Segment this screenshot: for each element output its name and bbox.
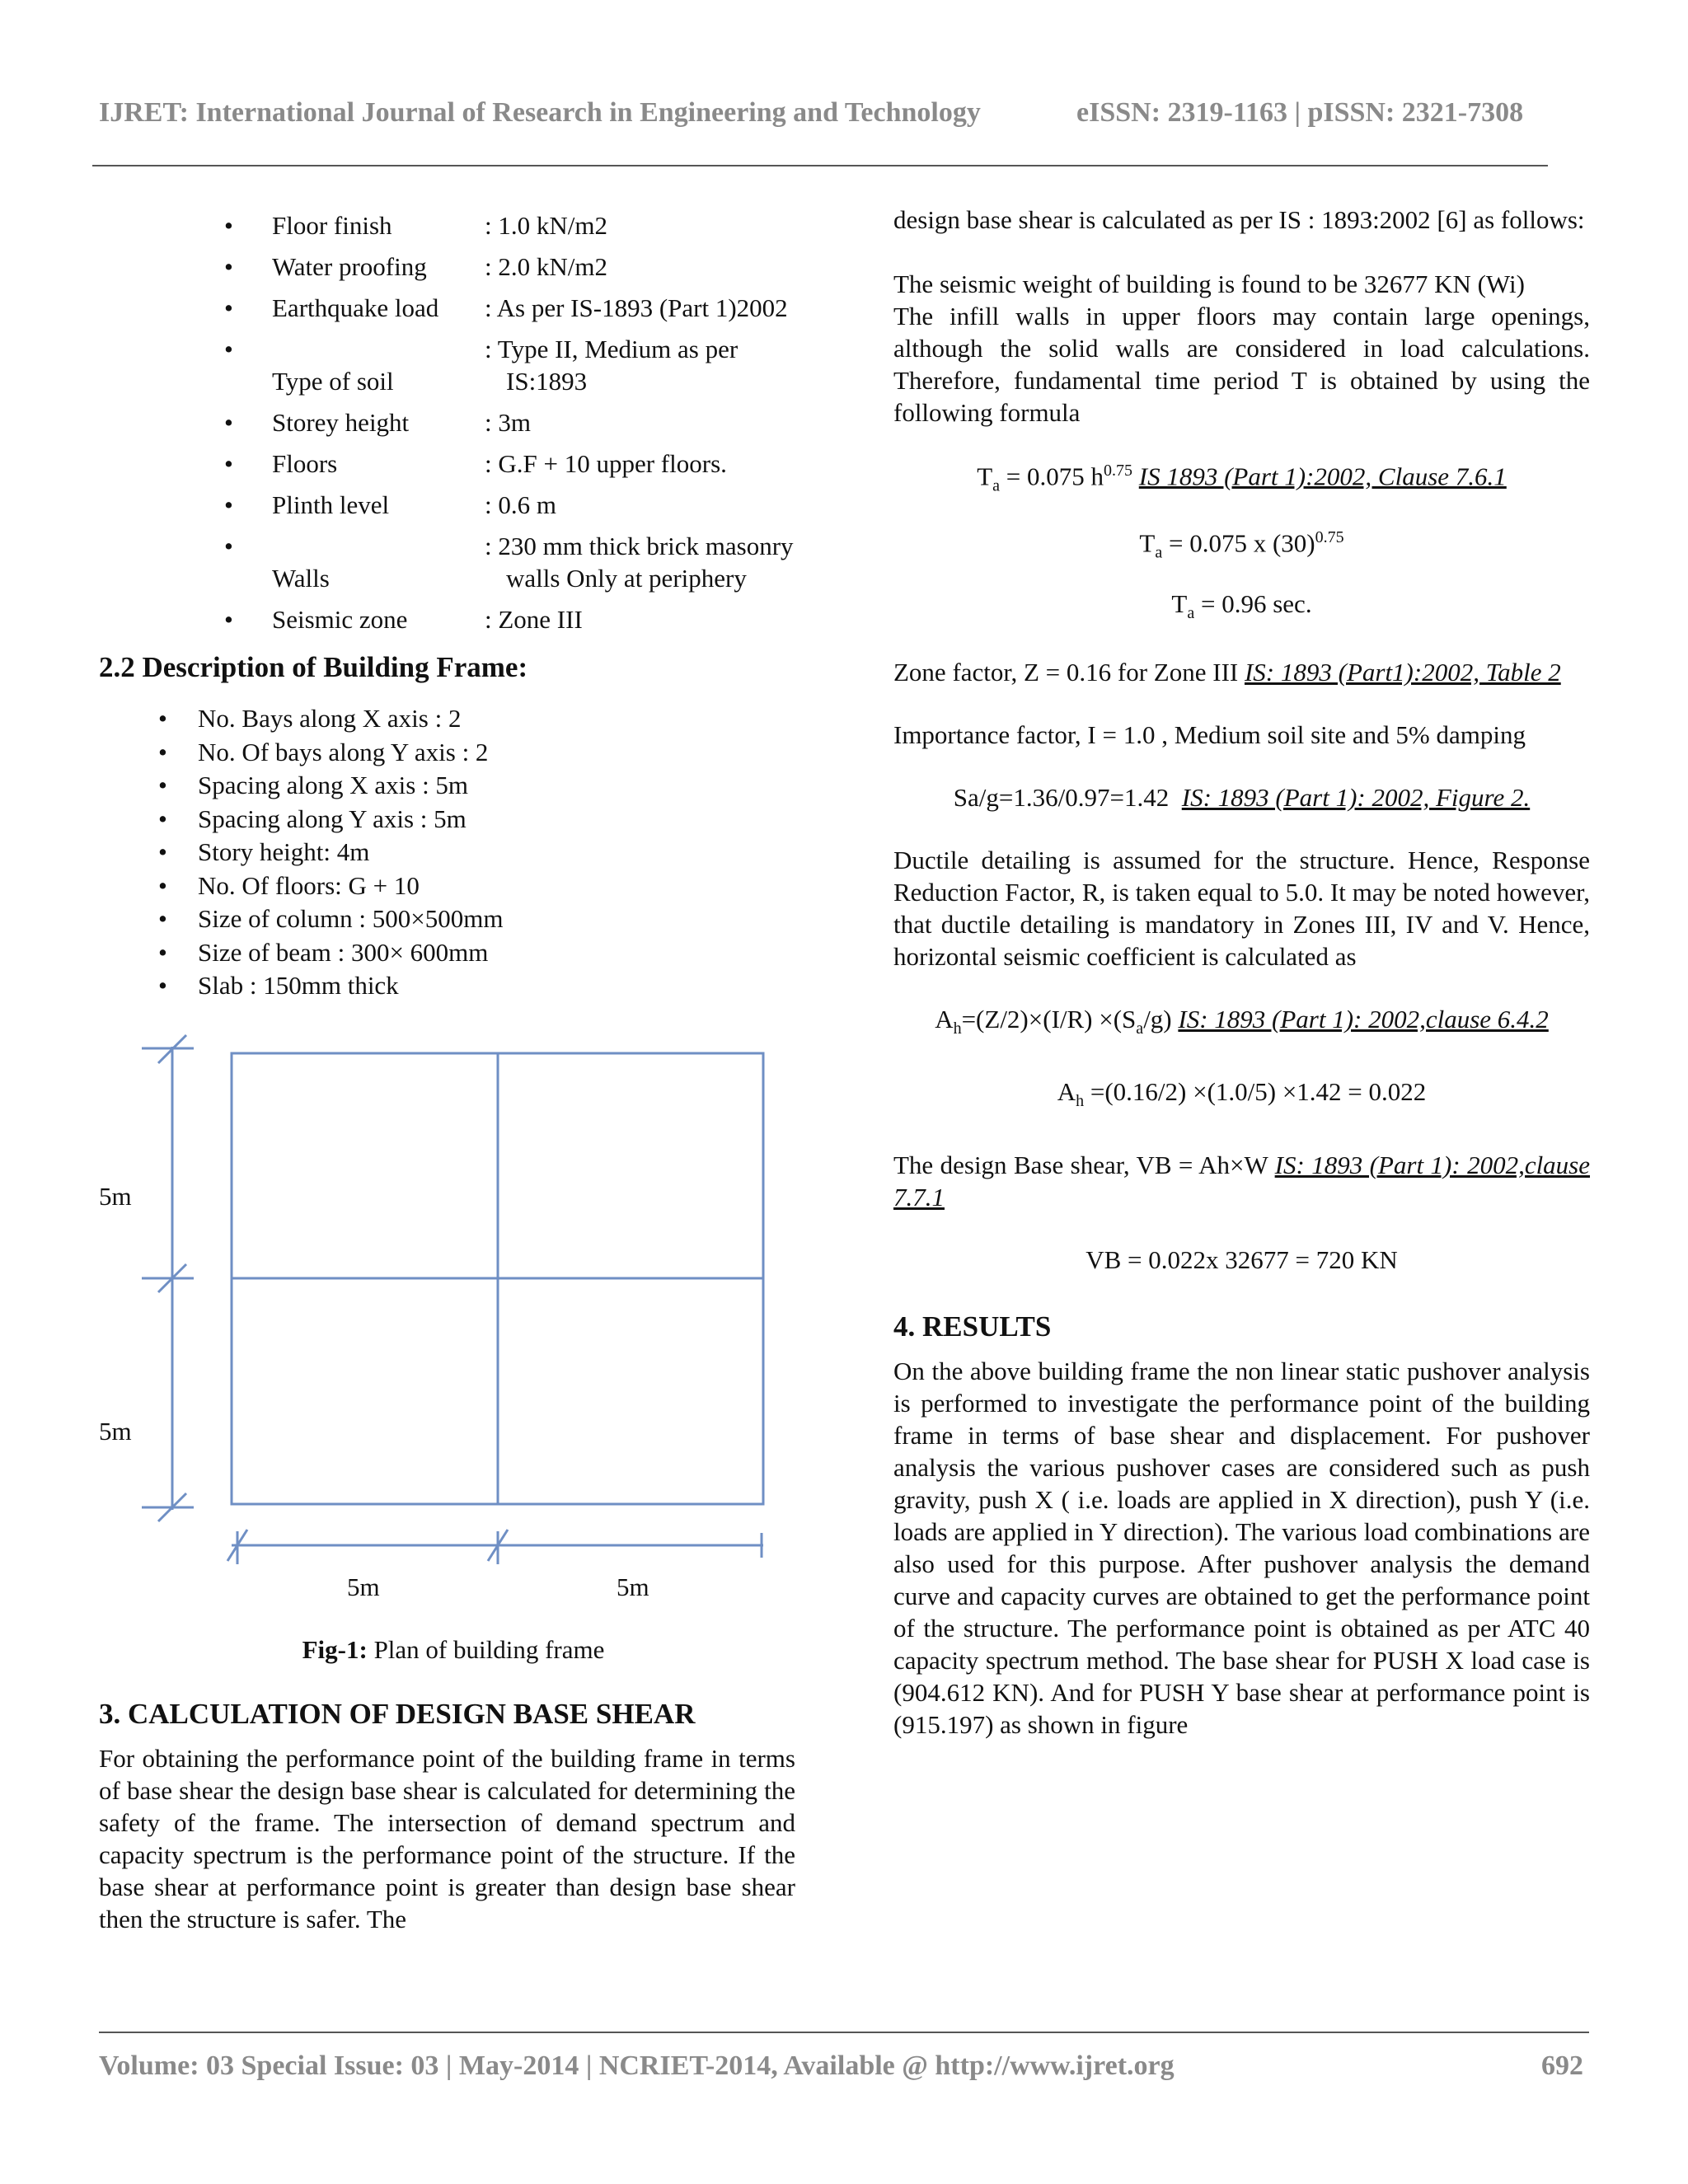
reference: IS: 1893 (Part1):2002, Table 2 — [1244, 658, 1561, 687]
spec-item: • Type of soil : Type II, Medium as per IS:1893 — [214, 333, 841, 397]
section-heading: 2.2 Description of Building Frame: — [99, 651, 528, 683]
list-item: • No. Of floors: G + 10 — [99, 869, 808, 903]
equation: $A_h=(Z/2)\times(I/R) \times(S_a/g)$ IS: 1893 (Part 1): 2002,clause 6.4.2 — [935, 1005, 1549, 1038]
list-item: • Spacing along X axis : 5m — [99, 769, 808, 803]
paragraph: On the above building frame the non linear static pushover analysis is performed to investigate the performance point of the building frame in terms of base shear and displacement. For pushover analysis the various pushover cases are considered such as push gravity, push X ( i.e. loads are applied in X direction), push Y (i.e. loads are applied in Y direction). The various load combinations are also used for this purpose. After pushover analysis the demand curve and capacity curves are obtained to get the performance point of the structure. The performance point is obtained as per ATC 40 capacity spectrum method. The base shear for PUSH X load case is (904.612 KN). And for PUSH Y base shear at performance point is (915.197) as shown in figure — [893, 1356, 1590, 1739]
footer-rule — [99, 2032, 1589, 2033]
dimension-label: 5m — [99, 1182, 132, 1211]
section-3 — [99, 1698, 795, 1935]
dimension-lines — [142, 1035, 763, 1564]
list-item: • Slab : 150mm thick — [99, 969, 808, 1003]
paragraph: design base shear is calculated as per IS : 1893:2002 [6] as follows: — [893, 205, 1585, 234]
plan-grid — [232, 1053, 763, 1504]
list-item: • Size of beam : 300× 600mm — [99, 936, 808, 970]
reference: IS: 1893 (Part 1): 2002,clause 6.4.2 — [1178, 1005, 1549, 1034]
dimension-label: 5m — [617, 1572, 649, 1601]
journal-name: IJRET: International Journal of Research in Engineering and Technology — [99, 97, 981, 128]
list-item: • Size of column : 500×500mm — [99, 902, 808, 936]
section-heading: 4. RESULTS — [893, 1310, 1052, 1343]
list-item: • No. Of bays along Y axis : 2 — [99, 736, 808, 770]
dimension-label: 5m — [347, 1572, 380, 1601]
paragraph: Zone factor, Z = 0.16 for Zone III IS: 1893 (Part1):2002, Table 2 — [893, 658, 1561, 687]
footer-text: Volume: 03 Special Issue: 03 | May-2014 | NCRIET-2014, Available @ http://www.ijret.org — [99, 2050, 1175, 2081]
issn: eISSN: 2319-1163 | pISSN: 2321-7308 — [1076, 97, 1524, 128]
spec-item: • Water proofing : 2.0 kN/m2 — [214, 251, 841, 283]
spec-item: • Walls : 230 mm thick brick masonry walls Only at periphery — [214, 530, 841, 594]
figure-label: Fig-1: — [302, 1635, 368, 1664]
section-heading: 3. CALCULATION OF DESIGN BASE SHEAR — [99, 1698, 696, 1730]
equation: Sa/g=1.36/0.97=1.42 IS: 1893 (Part 1): 2002, Figure 2. — [953, 783, 1531, 813]
equation: $T_a = 0.075$ $h^{0.75}$ IS 1893 (Part 1):2002, Clause 7.6.1 — [977, 462, 1507, 495]
list-item: • Spacing along Y axis : 5m — [99, 803, 808, 837]
list-item: • No. Bays along X axis : 2 — [99, 702, 808, 736]
figure-caption-text: Plan of building frame — [373, 1635, 605, 1664]
spec-item: • Earthquake load : As per IS-1893 (Part 1)2002 — [214, 292, 841, 324]
paragraph: The design Base shear, VB = Ah×W IS: 1893 (Part 1): 2002,clause 7.7.1 — [893, 1150, 1591, 1212]
spec-item: • Floor finish : 1.0 kN/m2 — [214, 209, 841, 241]
paragraph: Ductile detailing is assumed for the structure. Hence, Response Reduction Factor, R, is taken equal to 5.0. It may be noted however, that ductile detailing is mandatory in Zones III, IV and V. Hence, horizontal seismic coefficient is calculated as — [893, 846, 1590, 972]
reference: IS 1893 (Part 1):2002, Clause 7.6.1 — [1138, 462, 1507, 491]
spec-item: • Seismic zone : Zone III — [214, 603, 841, 635]
page-number: 692 — [1541, 2050, 1583, 2081]
paragraph: Importance factor, I = 1.0 , Medium soil site and 5% damping — [893, 720, 1526, 750]
running-footer — [99, 2050, 1582, 2082]
dimension-label: 5m — [99, 1417, 132, 1446]
spec-item: • Plinth level : 0.6 m — [214, 489, 841, 521]
reference: IS: 1893 (Part 1): 2002, Figure 2. — [1181, 783, 1531, 813]
reference: IS: 1893 (Part 1): 2002,clause 7.7.1 — [893, 1150, 1591, 1212]
equation: $A_h =(0.16/2) \times(1.0/5) \times 1.42 = 0.022$ — [1057, 1077, 1427, 1111]
paragraph: The infill walls in upper floors may contain large openings, although the solid walls are considered in load calculations. Therefore, fundamental time period T is obtained by using the following formula — [893, 302, 1590, 427]
spec-item: • Floors : G.F + 10 upper floors. — [214, 448, 841, 480]
paragraph: The seismic weight of building is found to be 32677 KN (Wi) — [893, 269, 1525, 298]
paragraph: For obtaining the performance point of the building frame in terms of base shear the design base shear is calculated for determining the safety of the frame. The intersection of demand spectrum and capacity spectrum is the performance point of the structure. If the base shear at performance point is greater than design base shear then the structure is safer. The — [99, 1744, 795, 1933]
equation: $T_a = 0.075$ x $(30)^{0.75}$ — [1139, 527, 1344, 562]
list-item: • Story height: 4m — [99, 836, 808, 869]
figure-caption — [99, 1633, 808, 1666]
right-column — [893, 204, 1590, 1741]
equation: VB = 0.022x 32677 = 720 KN — [1085, 1244, 1398, 1274]
spec-item: • Storey height : 3m — [214, 406, 841, 438]
equation: $T_a = 0.96$ sec. — [1171, 589, 1312, 623]
